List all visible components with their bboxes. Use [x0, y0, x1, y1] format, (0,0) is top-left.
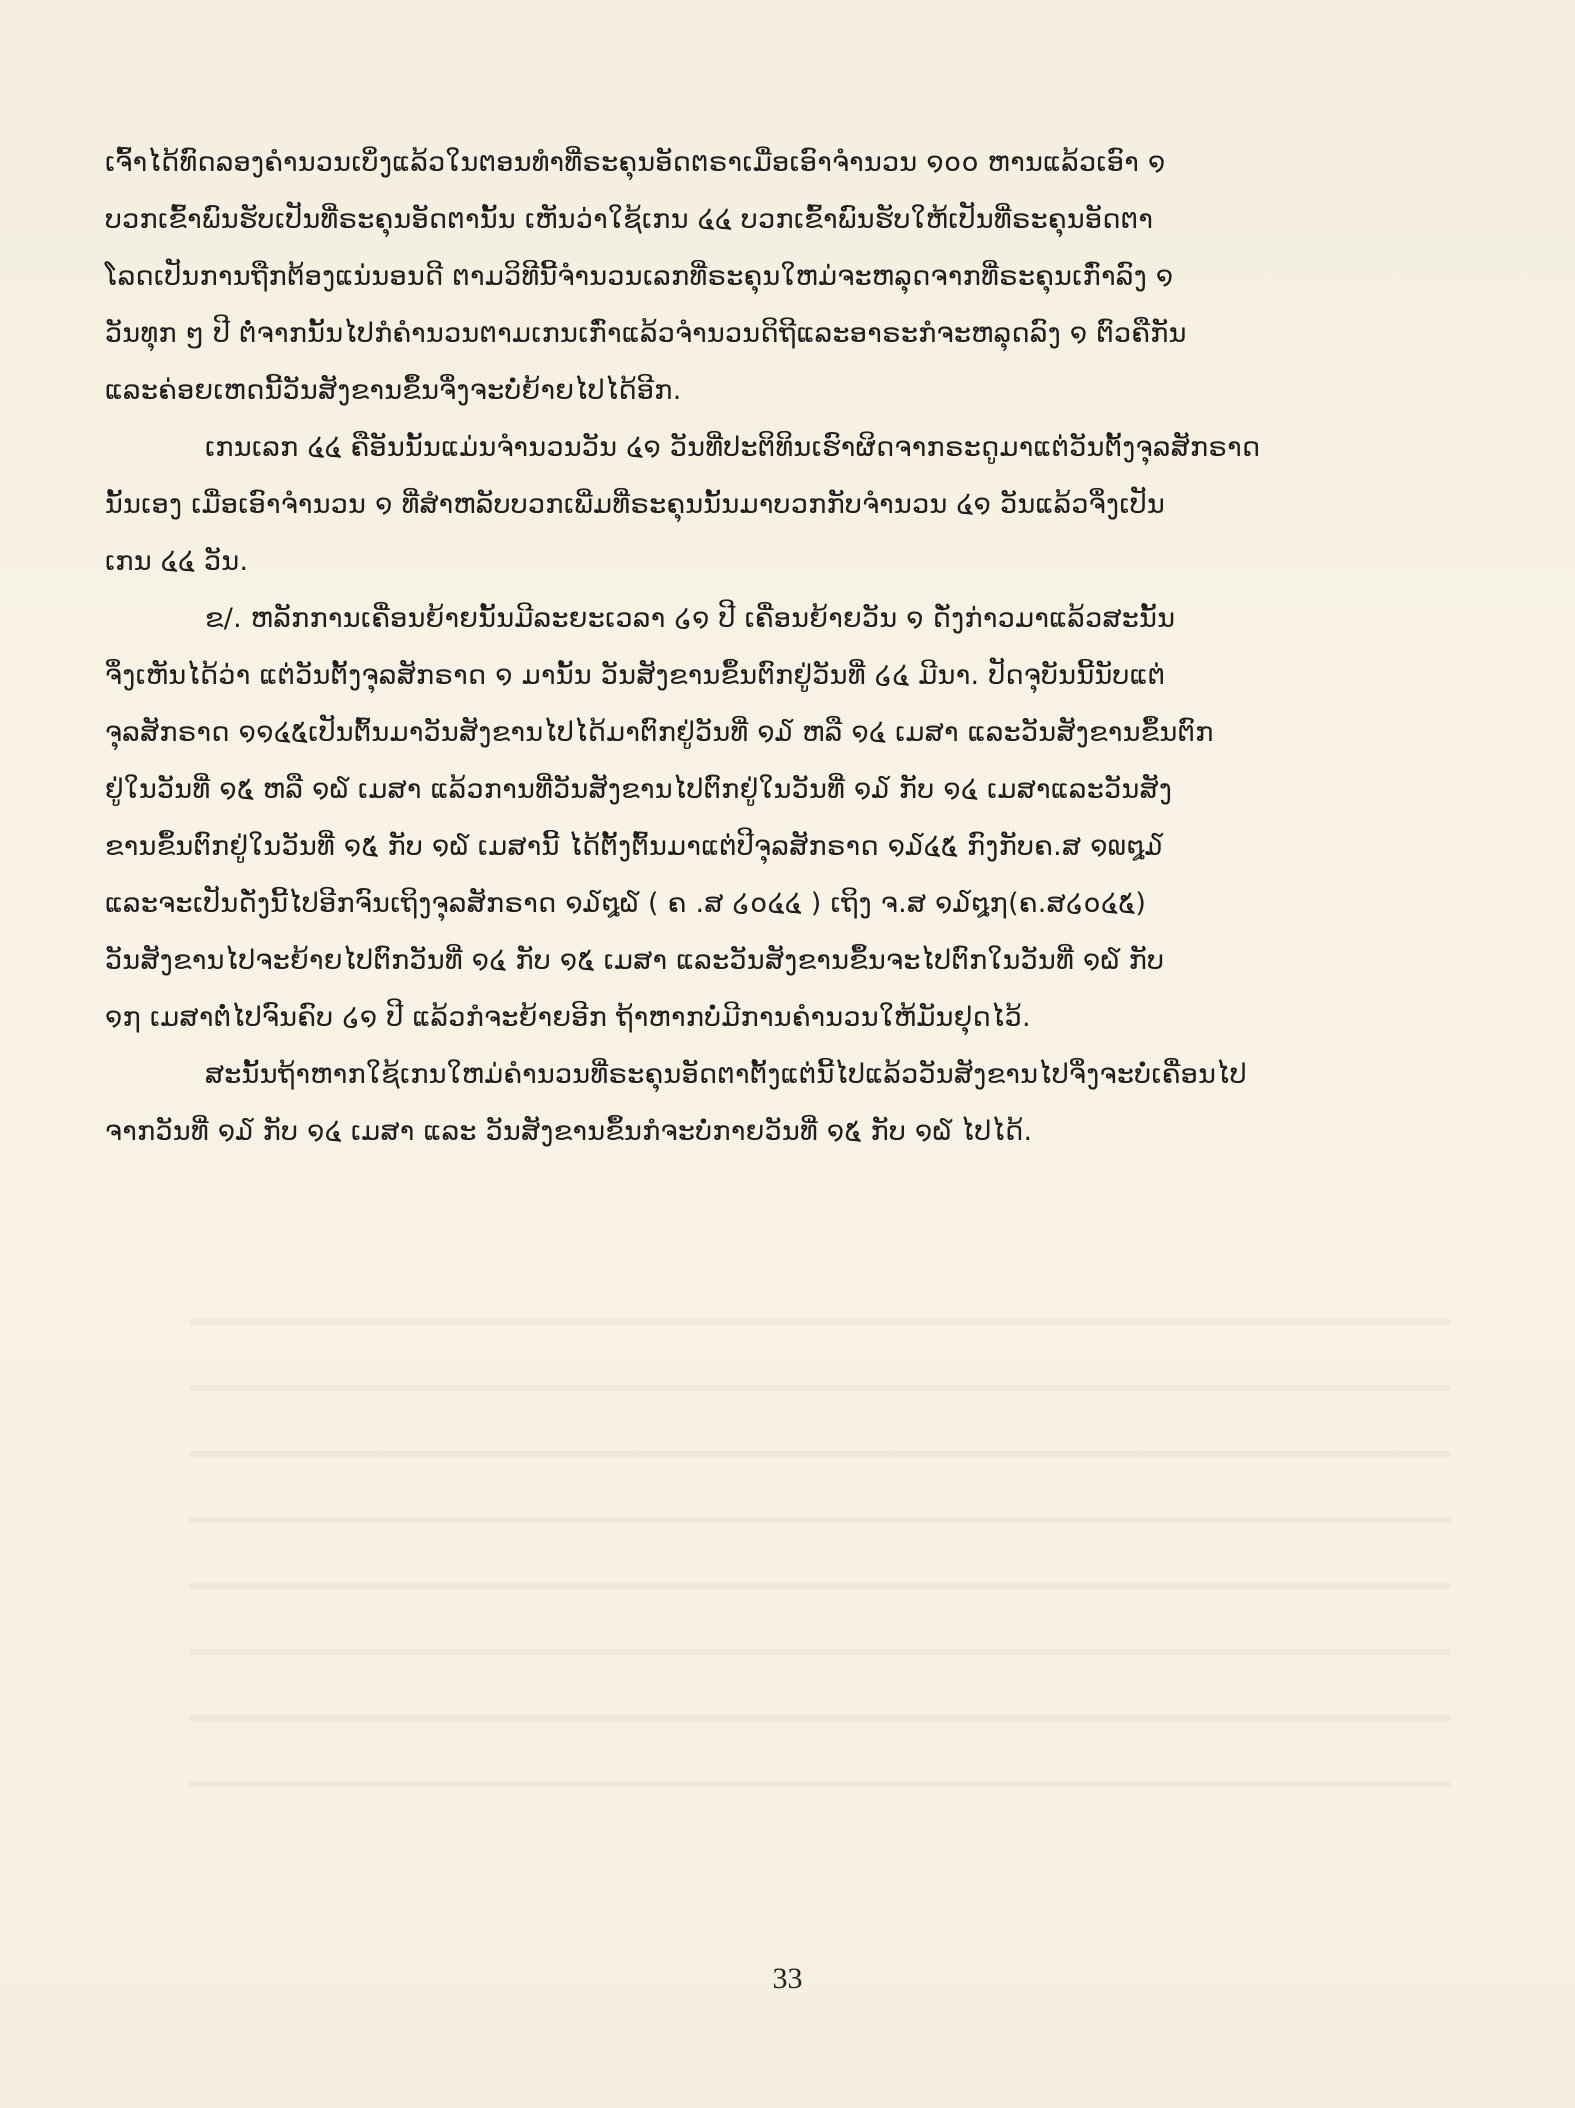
- bleed-through-shadow: [190, 1285, 1450, 1825]
- paragraph-start-line: ຂ/. ຫລັກການເຄື່ອນຍ້າຍນັ້ນມີລະຍະເວລາ ໒໑ ປີ ເຄື່ອນຍ້າຍວັນ ໑ ດັ່ງກ່າວມາແລ້ວສະນັ້ນ: [205, 603, 1176, 634]
- text-line: ຂານຂຶ້ນຕົກຢູ່ໃນວັນທີ່ ໑໕ ກັບ ໑໖ ເມສານີ້ ໄດ້ຕັ້ງຕົ້ນມາແຕ່ປີຈຸລສັກຣາດ ໑໓໔໕ ກົງກັບຄ.ສ ໑໙໘໓: [105, 831, 1164, 862]
- paragraph-start-line: ເກນເລກ ໔໔ ຄືອັນນັ້ນແມ່ນຈຳນວນວັນ ໔໑ ວັນທີ່ປະຕິທິນເຮົາຜິດຈາກຣະດູມາແຕ່ວັນຕັ້ງຈຸລສັກຣາດ: [205, 432, 1261, 463]
- text-line: ໑໗ ເມສາຕໍ່ໄປຈົນຄົບ ໒໑ ປີ ແລ້ວກໍຈະຍ້າຍອີກ ຖ້າຫາກບໍ່ມີການຄຳນວນໃຫ້ມັນຢຸດໄວ້.: [105, 1002, 1031, 1033]
- text-line: ຢູ່ໃນວັນທີ່ ໑໕ ຫລື ໑໖ ເມສາ ແລ້ວການທີ່ວັນສັງຂານໄປຕົກຢູ່ໃນວັນທີ່ ໑໓ ກັບ ໑໔ ເມສາແລະວັນສັງ: [105, 774, 1173, 805]
- text-line: ເກນ ໔໔ ວັນ.: [105, 546, 249, 577]
- text-line: ນັ້ນເອງ ເມື່ອເອົາຈຳນວນ ໑ ທີ່ສຳຫລັບບວກເພີ່ມທີ່ຣະຄຸນນັ້ນມາບວກກັບຈຳນວນ ໔໑ ວັນແລ້ວຈຶ່ງເປັນ: [105, 489, 1166, 520]
- text-line: ແລະຄ່ອຍເຫດນີ້ວັນສັງຂານຂຶ້ນຈຶ່ງຈະບໍ່ຍ້າຍໄປໄດ້ອີກ.: [105, 375, 682, 406]
- page-number: 33: [772, 1962, 803, 1995]
- text-line: ວັນທຸກ ໆ ປີ ຕໍ່ຈາກນັ້ນໄປກໍຄຳນວນຕາມເກນເກົ່າແລ້ວຈຳນວນດິຖີແລະອາຣະກໍຈະຫລຸດລົງ ໑ ຕົວຄືກັນ: [105, 318, 1187, 349]
- text-line: ແລະຈະເປັນດັ່ງນີ້ໄປອີກຈົນເຖິງຈຸລສັກຣາດ ໑໓໘໖ ( ຄ .ສ ໒໐໔໔ ) ເຖິງ ຈ.ສ ໑໓໘໗(ຄ.ສ໒໐໔໕): [105, 888, 1147, 919]
- text-line: ບວກເຂົ້າພົນຮັບເປັນທີ່ຣະຄຸນອັດຕານັ້ນ ເຫັນວ່າໃຊ້ເກນ ໔໔ ບວກເຂົ້າພົນຮັບໃຫ້ເປັນທີ່ຣະຄຸນອັດຕາ: [105, 204, 1154, 235]
- paragraph-start-line: ສະນັ້ນຖ້າຫາກໃຊ້ເກນໃຫມ່ຄຳນວນທີ່ຣະຄຸນອັດຕາຕັ້ງແຕ່ນີ້ໄປແລ້ວວັນສັງຂານໄປຈຶ່ງຈະບໍ່ເຄື່ອນໄປ: [205, 1059, 1247, 1090]
- text-line: ເຈົ້າໄດ້ທົດລອງຄຳນວນເບິ່ງແລ້ວໃນຕອນທຳທີ່ຣະຄຸນອັດຕຣາເມື່ອເອົາຈຳນວນ ໑໐໐ ຫານແລ້ວເອົາ ໑: [105, 147, 1166, 178]
- text-line: ຈຸລສັກຣາດ ໑໑໔໕ເປັນຕົ້ນມາວັນສັງຂານໄປໄດ້ມາຕົກຢູ່ວັນທີ່ ໑໓ ຫລື ໑໔ ເມສາ ແລະວັນສັງຂານຂຶ້ນຕົກ: [105, 717, 1214, 748]
- body-text: [105, 148, 1485, 1174]
- text-line: ຈາກວັນທີ່ ໑໓ ກັບ ໑໔ ເມສາ ແລະ ວັນສັງຂານຂຶ້ນກໍຈະບໍ່ກາຍວັນທີ່ ໑໕ ກັບ ໑໖ ໄປໄດ້.: [105, 1116, 1033, 1147]
- text-line: ຈຶ່ງເຫັນໄດ້ວ່າ ແຕ່ວັນຕັ້ງຈຸລສັກຣາດ ໑ ມານັ້ນ ວັນສັງຂານຂຶ້ນຕົກຢູ່ວັນທີ່ ໒໔ ມີນາ. ປັດຈຸບັນນີ້ນັບແຕ່: [105, 660, 1166, 691]
- text-line: ວັນສັງຂານໄປຈະຍ້າຍໄປຕົກວັນທີ່ ໑໔ ກັບ ໑໕ ເມສາ ແລະວັນສັງຂານຂຶ້ນຈະໄປຕົກໃນວັນທີ່ ໑໖ ກັບ: [105, 945, 1165, 976]
- text-line: ໂລດເປັນການຖືກຕ້ອງແນ່ນອນດີ ຕາມວິທີນີ້ຈຳນວນເລກທີ່ຣະຄຸນໃຫມ່ຈະຫລຸດຈາກທີ່ຣະຄຸນເກົ່າລົງ ໑: [105, 261, 1174, 292]
